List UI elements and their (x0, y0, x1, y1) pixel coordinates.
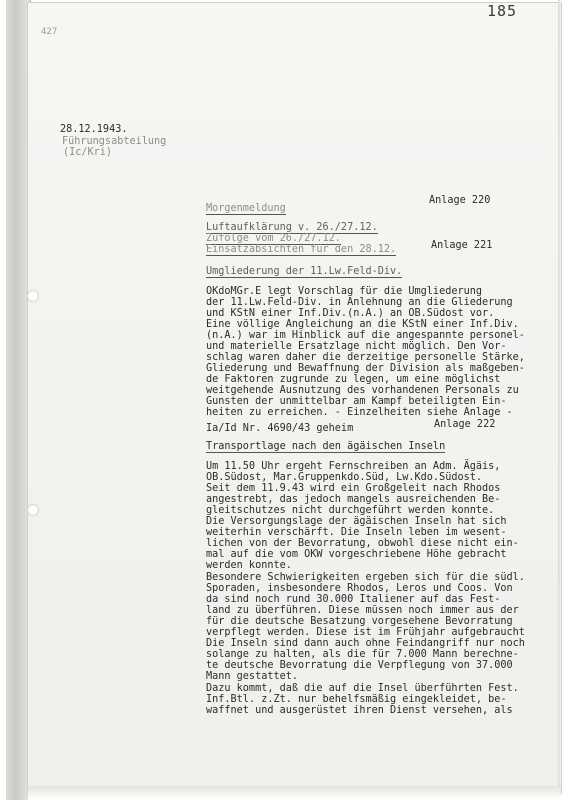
body-line: solange zu halten, als die für 7.000 Mann berechne- (206, 649, 519, 660)
body-line: waffnet und ausgerüstet ihren Dienst versehen, als (206, 705, 513, 716)
body-line: te deutsche Bevorratung die Verpflegung von 37.000 (206, 660, 513, 671)
body-line: Besondere Schwierigkeiten ergeben sich für die südl. (206, 572, 525, 583)
body-line: angestrebt, das jedoch mangels ausreichenden Be- (206, 494, 501, 505)
body-line: heiten zu erreichen. - Einzelheiten siehe Anlage - (206, 407, 513, 418)
body-line: da sind noch rund 30.000 Italiener auf das Fest- (206, 594, 501, 605)
body-line: Eine völlige Angleichung an die KStN einer Inf.Div. (206, 319, 519, 330)
body-line: verpflegt werden. Diese ist im Frühjahr aufgebraucht (206, 627, 525, 638)
page-bottom-edge (28, 786, 561, 800)
document-date: 28.12.1943. (60, 124, 128, 135)
annex-222: Anlage 222 (434, 419, 496, 430)
body-line: mal auf die vom OKW vorgeschriebene Höhe gebracht (206, 549, 507, 560)
body-line: der 11.Lw.Feld-Div. in Anlehnung an die Gliederung (206, 297, 513, 308)
body-line: werden konnte. (206, 560, 292, 571)
body-line: Gunsten der unmittelbar am Kampf beteiligten Ein- (206, 396, 507, 407)
annex-221: Anlage 221 (431, 240, 493, 251)
body-line: weitgehende Ausnutzung des vorhandenen Personals zu (206, 385, 519, 396)
section2-line-3: Einsatzabsichten für den 28.12. (206, 244, 397, 255)
body-line: de Faktoren zugrunde zu legen, um eine möglichst (206, 374, 501, 385)
body-line: Dazu kommt, daß die auf die Insel überführten Fest. (206, 683, 519, 694)
office-line-2: (Ic/Kri) (63, 147, 113, 158)
body-line: schlag waren daher die derzeitige personelle Stärke, (206, 352, 525, 363)
body-line: Die Versorgungslage der ägäischen Inseln hat sich (206, 516, 507, 527)
body-line: OB.Südost, Mar.Gruppenkdo.Süd, Lw.Kdo.Südost. (206, 472, 483, 483)
body-line: Um 11.50 Uhr ergeht Fernschreiben an Adm. Ägäis, (206, 461, 501, 472)
page-number: 185 (487, 2, 518, 20)
body-line: für die deutsche Besatzung vorgesehene Bevorratung (206, 616, 513, 627)
body-line: Die Inseln sind dann auch ohne Feindangriff nur noch (206, 638, 525, 649)
archive-code: 427 (41, 27, 58, 37)
body-line: und KStN einer Inf.Div.(n.A.) an OB.Südost vor. (206, 308, 495, 319)
section3-title: Umgliederung der 11.Lw.Feld-Div. (206, 266, 403, 277)
reference-number: Ia/Id Nr. 4690/43 geheim (206, 423, 354, 434)
body-line: und materielle Ersatzlage nicht möglich. Den Vor- (206, 341, 507, 352)
office-line-1: Führungsabteilung (62, 136, 167, 147)
section-title-morgenmeldung: Morgenmeldung (206, 203, 286, 214)
body-line: OKdoMGr.E legt Vorschlag für die Umgliederung (206, 286, 483, 297)
body-line: Gliederung und Bewaffnung der Division als maßgeben- (206, 363, 525, 374)
page-edge-shadow (558, 0, 561, 800)
body-line: land zu überführen. Diese müssen noch immer aus der (206, 605, 519, 616)
annex-220: Anlage 220 (429, 195, 491, 206)
punch-hole-upper (27, 290, 39, 302)
section2-line-2: Zufolge vom 26./27.12. (206, 233, 341, 244)
body-line: lichen von der Bevorratung, obwohl diese nicht ein- (206, 538, 519, 549)
body-line: Sporaden, insbesondere Rhodos, Leros und Coos. Von (206, 583, 513, 594)
section2-line-1: Luftaufklärung v. 26./27.12. (206, 222, 378, 233)
punch-hole-lower (27, 504, 39, 516)
section4-title: Transportlage nach den ägäischen Inseln (206, 441, 446, 452)
body-line: weiterhin verschärft. Die Inseln leben im wesent- (206, 527, 507, 538)
body-line: (n.A.) war im Hinblick auf die angespannte personel- (206, 330, 525, 341)
body-line: Seit dem 11.9.43 wird ein Großgeleit nach Rhodos (206, 483, 501, 494)
body-line: gleitschutzes nicht durchgeführt werden konnte. (206, 505, 495, 516)
body-line: Inf.Btl. z.Zt. nur behelfsmäßig eingekleidet, be- (206, 694, 507, 705)
body-line: Mann gestattet. (206, 671, 299, 682)
